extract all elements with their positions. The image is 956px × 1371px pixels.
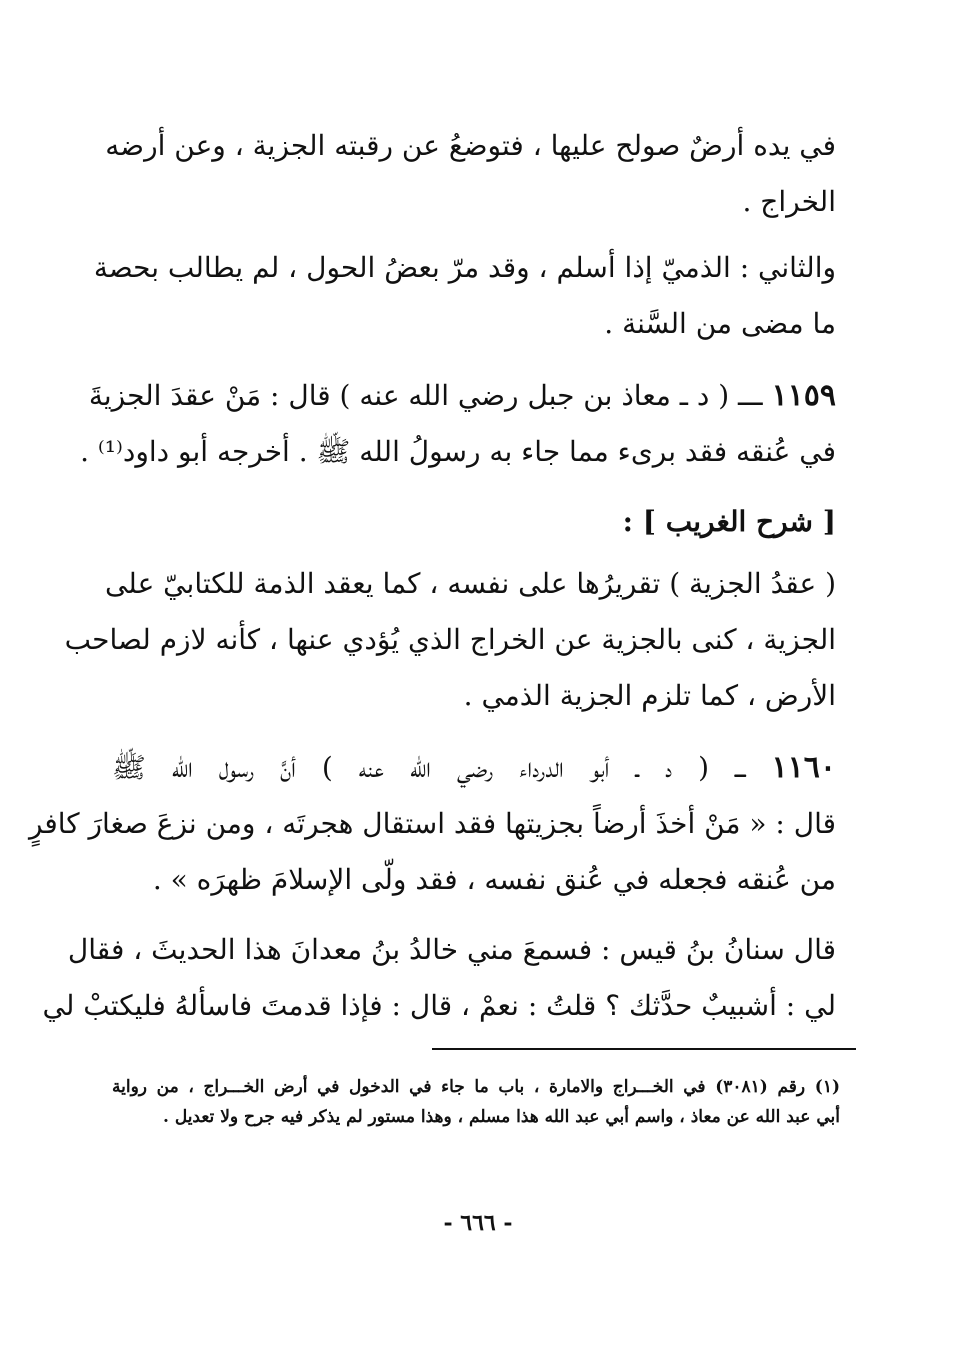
footnote-line: (١) رقم (٣٠٨١) في الخـــراج والامارة ، باب ما جاء في الدخول في أرض الخـــراج ، من رواية [112,1077,840,1097]
hadith-text: ( د ـ أبو الدرداء رضي الله عنه ) أنَّ رسول الله ﷺ [112,751,710,784]
hadith-number: ١١٦٠ [771,750,836,785]
hadith-1159-line-2: في عُنقه فقد برىء مما جاء به رسولُ الله ﷺ . أخرجه أبو داود⁽¹⁾ . [80,435,836,468]
paragraph-line: في يده أرضٌ صولح عليها ، فتوضعُ عن رقبته الجزية ، وعن أرضه [105,129,836,162]
paragraph-line: ما مضى من السَّنة . [604,307,836,340]
paragraph-1 [105,118,836,230]
paragraph-4 [42,922,836,1034]
paragraph-line: الجزية ، كنى بالجزية عن الخراج الذي يُؤدي عنها ، كأنه لازم لصاحب [64,623,836,656]
gharib-heading: [ شرح الغريب ] : [622,505,836,538]
paragraph-line: الأرض ، كما تلزم الجزية الذمي . [463,679,836,712]
paragraph-line: ( عقدُ الجزية ) تقريرُها على نفسه ، كما يعقد الذمة للكتابيّ على [104,567,836,600]
paragraph-line: قال سنانُ بنُ قيس : فسمعَ مني خالدُ بنُ معدانَ هذا الحديثَ ، فقال [67,933,836,966]
footnote-line: أبي عبد الله عن معاذ ، واسم أبي عبد الله هذا مسلم ، وهذا مستور لم يذكر فيه جرح ولا تعديل . [162,1107,840,1127]
paragraph-line: والثاني : الذميّ إذا أسلم ، وقد مرّ بعضُ الحول ، لم يطالب بحصة [93,251,836,284]
hadith-number: ١١٥٩ [771,378,836,413]
paragraph-2 [93,240,836,352]
paragraph-line: لي : أشبيبٌ حدَّثك ؟ قلتُ : نعمْ ، قال : فإذا قدمتَ فاسألهُ فليكتبْ لي [42,989,836,1022]
hadith-dash: ـــ [729,379,772,412]
hadith-1159-line-1 [88,368,836,424]
paragraph-line: الخراج . [742,185,836,218]
page-number: - ٦٦٦ - [443,1210,513,1236]
hadith-text: ( د ـ معاذ بن جبل رضي الله عنه ) قال : مَنْ عقدَ الجزيةَ [88,379,730,412]
paragraph-3 [64,556,836,724]
hadith-dash: ـــ [709,751,772,784]
gharib-heading-block [112,494,836,550]
hadith-1160 [28,740,836,908]
paragraph-line: من عُنقه فجعله في عُنق نفسه ، فقد ولّى الإسلامَ ظهرَه » . [152,863,836,896]
hadith-1159 [80,368,836,480]
hadith-1160-line-1 [112,740,836,796]
footnote [112,1072,840,1132]
footnote-separator [432,1048,856,1050]
paragraph-line: قال : « مَنْ أخذَ أرضاً بجزيتها فقد استقال هجرتَه ، ومن نزعَ صغارَ كافرٍ [28,807,836,840]
